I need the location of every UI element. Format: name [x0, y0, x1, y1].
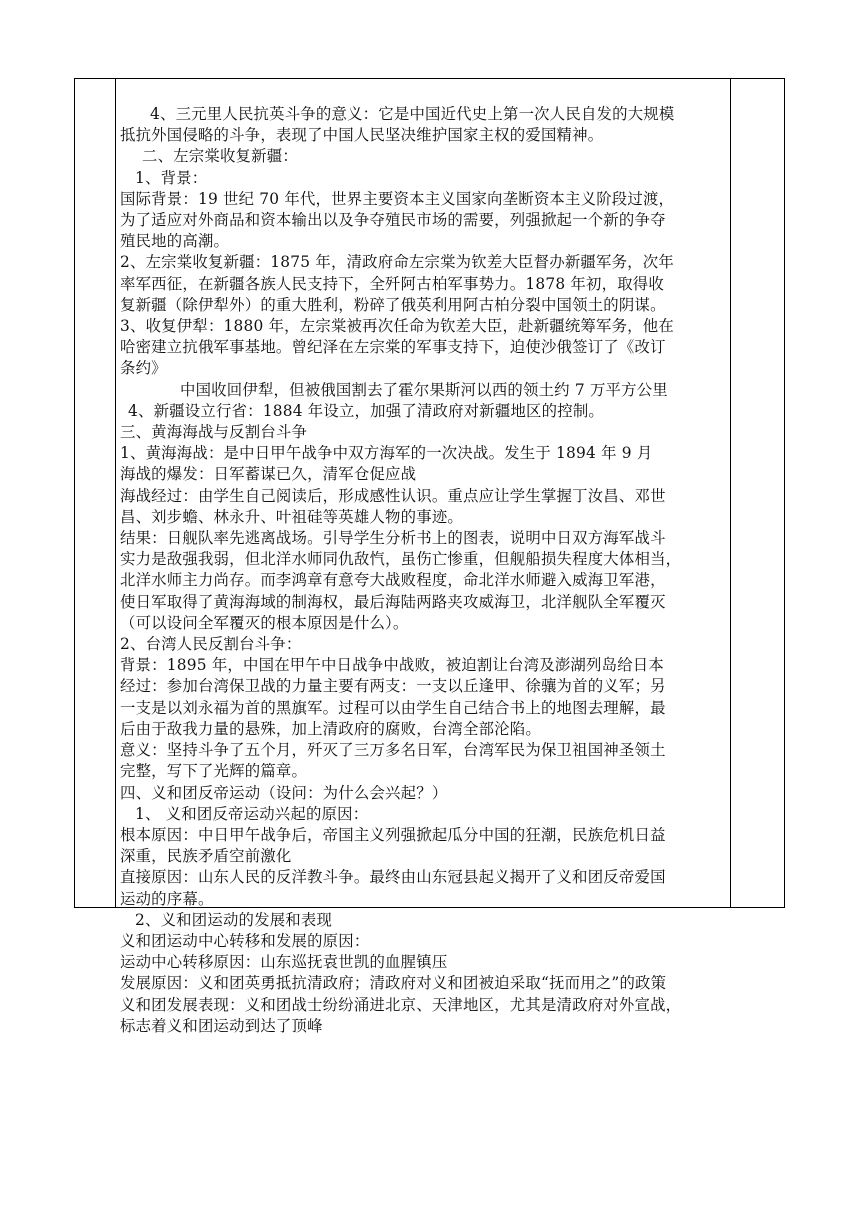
text-line: 复新疆（除伊犁外）的重大胜利，粉碎了俄英利用阿古柏分裂中国领土的阴谋。 — [120, 295, 666, 314]
text-line: 3、收复伊犁：1880 年，左宗棠被再次任命为钦差大臣，赴新疆统筹军务，他在 — [120, 317, 674, 336]
text-line: 2、台湾人民反割台斗争： — [120, 635, 302, 654]
text-line: 三、黄海海战与反割台斗争 — [120, 423, 308, 442]
text-line: 运动的序幕。 — [120, 889, 214, 908]
text-line: 直接原因：山东人民的反洋教斗争。最终由山东冠县起义揭开了义和团反帝爱国 — [120, 868, 666, 887]
text-line: 国际背景：19 世纪 70 年代，世界主要资本主义国家向垄断资本主义阶段过渡， — [120, 189, 675, 208]
text-line: 根本原因：中日甲午战争后，帝国主义列强掀起瓜分中国的狂潮，民族危机日益 — [120, 825, 666, 844]
text-line: 实力是敌强我弱，但北洋水师同仇敌忾，虽伤亡惨重，但舰船损失程度大体相当， — [120, 550, 682, 569]
text-line: 一支是以刘永福为首的黑旗军。过程可以由学生自己结合书上的地图去理解，最 — [120, 698, 666, 717]
text-line: 海战经过：由学生自己阅读后，形成感性认识。重点应让学生掌握丁汝昌、邓世 — [120, 486, 666, 505]
text-line: 殖民地的高潮。 — [120, 232, 230, 251]
right-column-divider — [730, 79, 731, 907]
text-line: 中国收回伊犁，但被俄国割去了霍尔果斯河以西的领土约 7 万平方公里 — [180, 380, 668, 399]
text-line: 海战的爆发：日军蓄谋已久，清军仓促应战 — [120, 465, 417, 484]
lesson-content-cell — [120, 104, 726, 1037]
text-line: 2、义和团运动的发展和表现 — [135, 910, 333, 929]
text-line: （可以设问全军覆灭的根本原因是什么）。 — [120, 613, 409, 632]
text-line: 使日军取得了黄海海域的制海权，最后海陆两路夹攻威海卫，北洋舰队全军覆灭 — [120, 592, 666, 611]
text-line: 率军西征，在新疆各族人民支持下，全歼阿古柏军事势力。1878 年初，取得收 — [120, 274, 664, 293]
text-line: 完整，写下了光辉的篇章。 — [120, 762, 308, 781]
left-column-divider — [115, 79, 116, 907]
text-line: 结果：日舰队率先逃离战场。引导学生分析书上的图表，说明中日双方海军战斗 — [120, 529, 666, 548]
text-line: 1、背景： — [135, 168, 208, 187]
text-line: 1、黄海海战：是中日甲午战争中双方海军的一次决战。发生于 1894 年 9 月 — [120, 444, 653, 463]
text-line: 发展原因：义和团英勇抵抗清政府；清政府对义和团被迫采取“抚而用之”的政策 — [120, 974, 667, 993]
text-line: 义和团发展表现：义和团战士纷纷涌进北京、天津地区，尤其是清政府对外宣战， — [120, 995, 682, 1014]
text-line: 为了适应对外商品和资本输出以及争夺殖民市场的需要，列强掀起一个新的争夺 — [120, 211, 666, 230]
lesson-plan-table — [74, 78, 785, 1035]
text-line: 经过：参加台湾保卫战的力量主要有两支：一支以丘逢甲、徐骧为首的义军；另 — [120, 677, 666, 696]
text-line: 条约》 — [120, 359, 167, 378]
text-line: 二、左宗棠收复新疆： — [142, 147, 298, 166]
text-line: 昌、刘步蟾、林永升、叶祖硅等英雄人物的事迹。 — [120, 507, 463, 526]
text-line: 运动中心转移原因：山东巡抚袁世凯的血腥镇压 — [120, 953, 448, 972]
text-line: 标志着义和团运动到达了顶峰 — [120, 1016, 323, 1035]
text-line: 抵抗外国侵略的斗争，表现了中国人民坚决维护国家主权的爱国精神。 — [120, 126, 604, 145]
text-line: 四、义和团反帝运动（设问：为什么会兴起？） — [120, 783, 448, 802]
text-line: 义和团运动中心转移和发展的原因： — [120, 931, 370, 950]
text-line: 背景：1895 年，中国在甲午中日战争中战败，被迫割让台湾及澎湖列岛给日本 — [120, 656, 664, 675]
text-line: 2、左宗棠收复新疆：1875 年，清政府命左宗棠为钦差大臣督办新疆军务，次年 — [120, 253, 674, 272]
text-line: 后由于敌我力量的悬殊，加上清政府的腐败，台湾全部沦陷。 — [120, 719, 541, 738]
text-line: 1、 义和团反帝运动兴起的原因： — [135, 804, 369, 823]
text-line: 深重，民族矛盾空前激化 — [120, 847, 292, 866]
text-line: 4、三元里人民抗英斗争的意义：它是中国近代史上第一次人民自发的大规模 — [150, 105, 675, 123]
text-line: 4、新疆设立行省：1884 年设立，加强了清政府对新疆地区的控制。 — [128, 401, 604, 420]
text-line: 意义：坚持斗争了五个月，歼灭了三万多名日军，台湾军民为保卫祖国神圣领土 — [120, 741, 666, 760]
text-line: 哈密建立抗俄军事基地。曾纪泽在左宗棠的军事支持下，迫使沙俄签订了《改订 — [120, 338, 666, 357]
text-line: 北洋水师主力尚存。而李鸿章有意夸大战败程度，命北洋水师避入威海卫军港， — [120, 571, 666, 590]
